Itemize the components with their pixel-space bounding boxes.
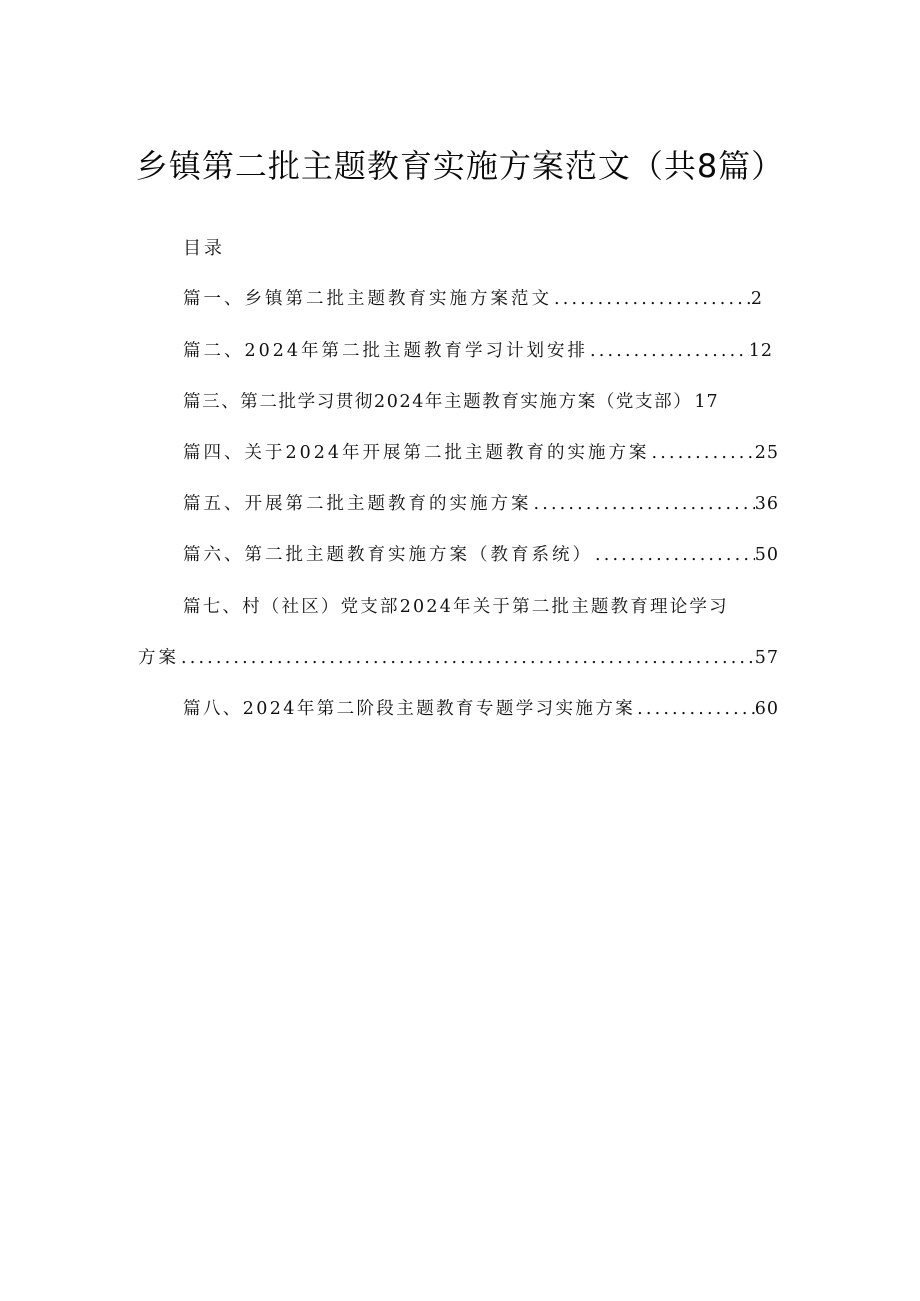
- toc-entry-5[interactable]: [183, 491, 779, 517]
- toc-entry-4[interactable]: [183, 440, 779, 466]
- toc-entry-page: 2: [750, 289, 763, 309]
- toc-entry-text: 篇八、2024年第二阶段主题教育专题学习实施方案: [183, 699, 636, 719]
- toc-entry-3[interactable]: [183, 389, 763, 415]
- toc-entry-text: 篇六、第二批主题教育实施方案（教育系统）: [183, 545, 593, 565]
- toc-leader-dots: [593, 542, 755, 568]
- toc-leader-dots: [650, 440, 755, 466]
- toc-entry-text: 篇三、第二批学习贯彻2024年主题教育实施方案（党支部）: [183, 392, 693, 412]
- toc-entry-7[interactable]: [138, 645, 779, 671]
- toc-entry-page: 12: [748, 341, 773, 361]
- toc-leader-dots: [552, 286, 751, 312]
- toc-entry-text: 篇二、2024年第二批主题教育学习计划安排: [183, 341, 589, 361]
- toc-entry-page: 50: [754, 545, 779, 565]
- toc-leader-dots: [635, 696, 755, 722]
- toc-entry-2[interactable]: [183, 338, 773, 364]
- toc-entry-text: 篇四、关于2024年开展第二批主题教育的实施方案: [183, 443, 650, 463]
- toc-entry-page: 25: [754, 443, 779, 463]
- toc-entry-text: 方案: [138, 648, 179, 668]
- toc-leader-dots: [532, 491, 755, 517]
- toc-heading: 目录: [183, 238, 225, 259]
- toc-entry-text: 篇五、开展第二批主题教育的实施方案: [183, 494, 532, 514]
- toc-entry-page: 57: [754, 648, 779, 668]
- toc-entry-text: 篇一、乡镇第二批主题教育实施方案范文: [183, 289, 552, 309]
- toc-entry-page: 60: [754, 699, 779, 719]
- toc-entry-6[interactable]: [183, 542, 779, 568]
- toc-entry-page: 36: [754, 494, 779, 514]
- document-title: 乡镇第二批主题教育实施方案范文（共8篇）: [135, 147, 785, 185]
- toc-leader-dots: [179, 645, 755, 671]
- toc-entry-1[interactable]: [183, 286, 763, 312]
- toc-entry-page: 17: [694, 392, 719, 412]
- toc-entry-8[interactable]: [183, 696, 779, 722]
- toc-entry-7-line-1[interactable]: 篇七、村（社区）党支部2024年关于第二批主题教育理论学习: [183, 597, 729, 617]
- toc-leader-dots: [588, 338, 749, 364]
